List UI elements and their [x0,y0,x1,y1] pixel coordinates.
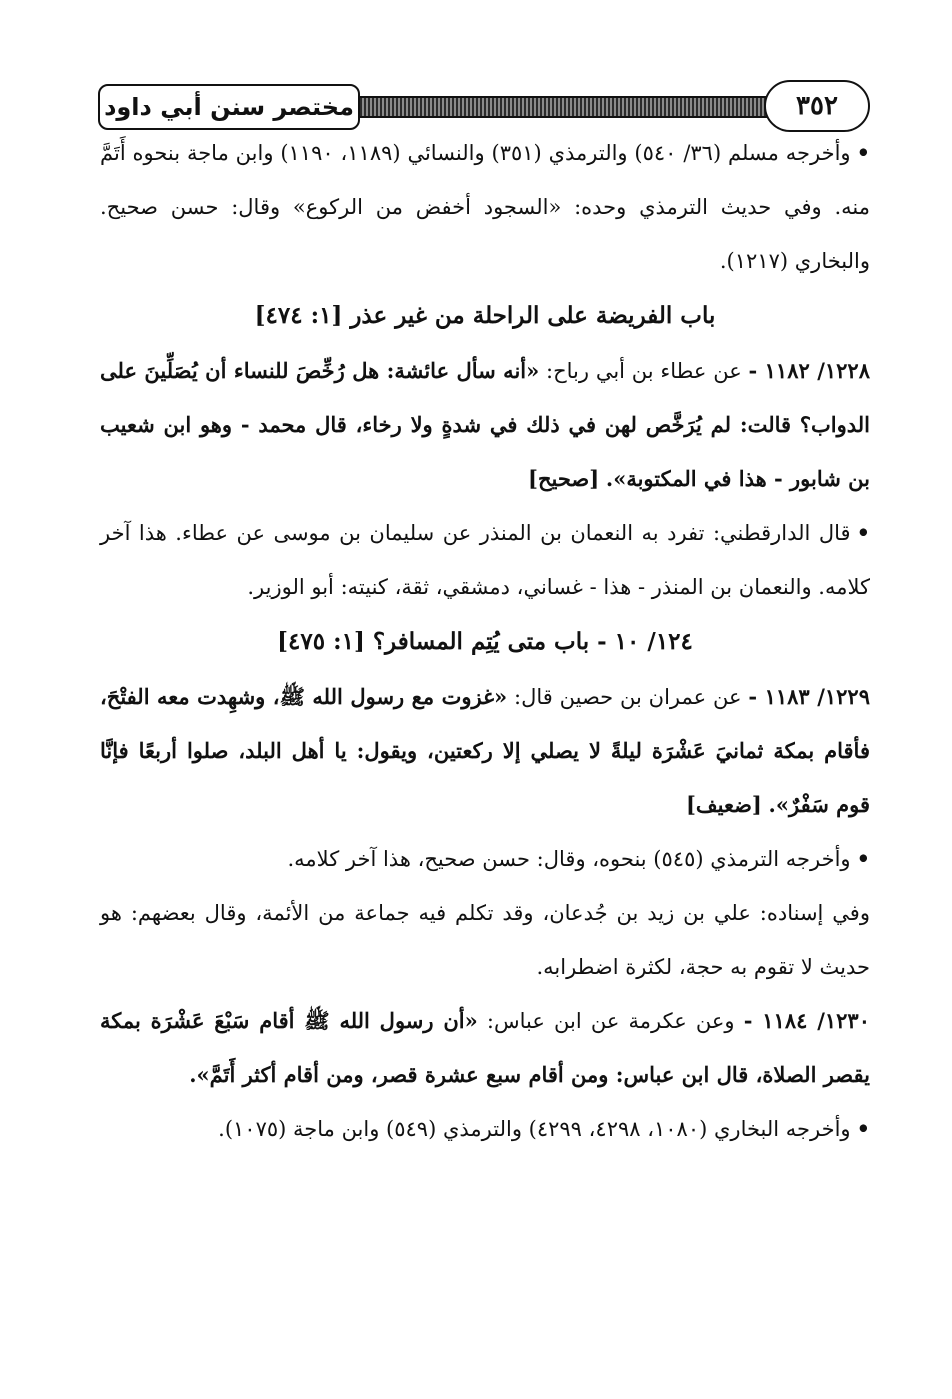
bullet-mark: • [856,140,870,165]
book-title: مختصر سنن أبي داود [98,84,360,130]
bullet-mark: • [856,520,870,545]
hadith-intro: عن عطاء بن أبي رباح: [546,359,742,383]
hadith-intro: عن عمران بن حصين قال: [514,685,742,709]
bullet-mark: • [856,846,870,871]
hadith-paragraph [100,670,870,832]
hadith-paragraph [100,344,870,506]
hadith-grade: [صحيح] [528,466,600,491]
hadith-paragraph [100,994,870,1102]
chapter-heading: باب الفريضة على الراحلة من غير عذر [١: ٤٧٤] [254,302,716,329]
note-text: وأخرجه مسلم (٣٦/ ٥٤٠) والترمذي (٣٥١) والنسائي (١١٨٩، ١١٩٠) وابن ماجة بنحوه أَتَمَّ منه. وفي حديث الترمذي وحده: «السجود أخفض من الركوع» وقال: حسن صحيح. والبخاري (١٢١٧). [100,141,870,273]
note-paragraph [100,126,870,288]
note-paragraph [100,886,870,994]
hadith-number: ١٢٣٠/ ١١٨٤ - [743,1008,870,1033]
note-paragraph [100,1102,870,1156]
header-decorative-bar [348,96,810,118]
hadith-intro: وعن عكرمة عن ابن عباس: [486,1009,735,1033]
note-text: وأخرجه الترمذي (٥٤٥) بنحوه، وقال: حسن صحيح، هذا آخر كلامه. [287,847,851,871]
hadith-text: «غزوت مع رسول الله ﷺ، وشهِدت معه الفتْحَ، فأقام بمكة ثمانيَ عَشْرَة ليلةً لا يصلي إلا ركعتين، ويقول: يا أهل البلد، صلوا أربعًا فإنَّا قوم سَفْرٌ». [100,684,870,817]
chapter-heading: ١٢٤/ ١٠ - باب متى يُتِم المسافر؟ [١: ٤٧٥] [277,628,693,655]
note-paragraph [100,832,870,886]
hadith-grade: [ضعيف] [685,792,762,817]
page-header [98,80,870,130]
note-text: وأخرجه البخاري (١٠٨٠، ٤٢٩٨، ٤٢٩٩) والترمذي (٥٤٩) وابن ماجة (١٠٧٥). [218,1117,851,1141]
page-number: ٣٥٢ [764,80,870,132]
bullet-mark: • [856,1116,870,1141]
note-text: وفي إسناده: علي بن زيد بن جُدعان، وقد تكلم فيه جماعة من الأئمة، وقال بعضهم: هو حديث لا تقوم به حجة، لكثرة اضطرابه. [100,901,870,979]
note-text: قال الدارقطني: تفرد به النعمان بن المنذر عن سليمان بن موسى عن عطاء. هذا آخر كلامه. والنعمان بن المنذر - هذا - غساني، دمشقي، ثقة، كنيته: أبو الوزير. [100,521,870,599]
page-body [100,126,870,1156]
hadith-number: ١٢٢٩/ ١١٨٣ - [748,684,870,709]
hadith-text: «أنه سأل عائشة: هل رُخِّصَ للنساء أن يُصَلِّينَ على الدواب؟ قالت: لم يُرَخَّص لهن في ذلك في شدةٍ ولا رخاء، قال محمد - وهو ابن شعيب بن شابور - هذا في المكتوبة». [100,358,870,491]
hadith-number: ١٢٢٨/ ١١٨٢ - [748,358,870,383]
note-paragraph [100,506,870,614]
hadith-text: «أن رسول الله ﷺ أقام سَبْعَ عَشْرَة بمكة يقصر الصلاة، قال ابن عباس: ومن أقام سبع عشرة قصر، ومن أقام أكثر أَتَمَّ». [100,1008,870,1087]
